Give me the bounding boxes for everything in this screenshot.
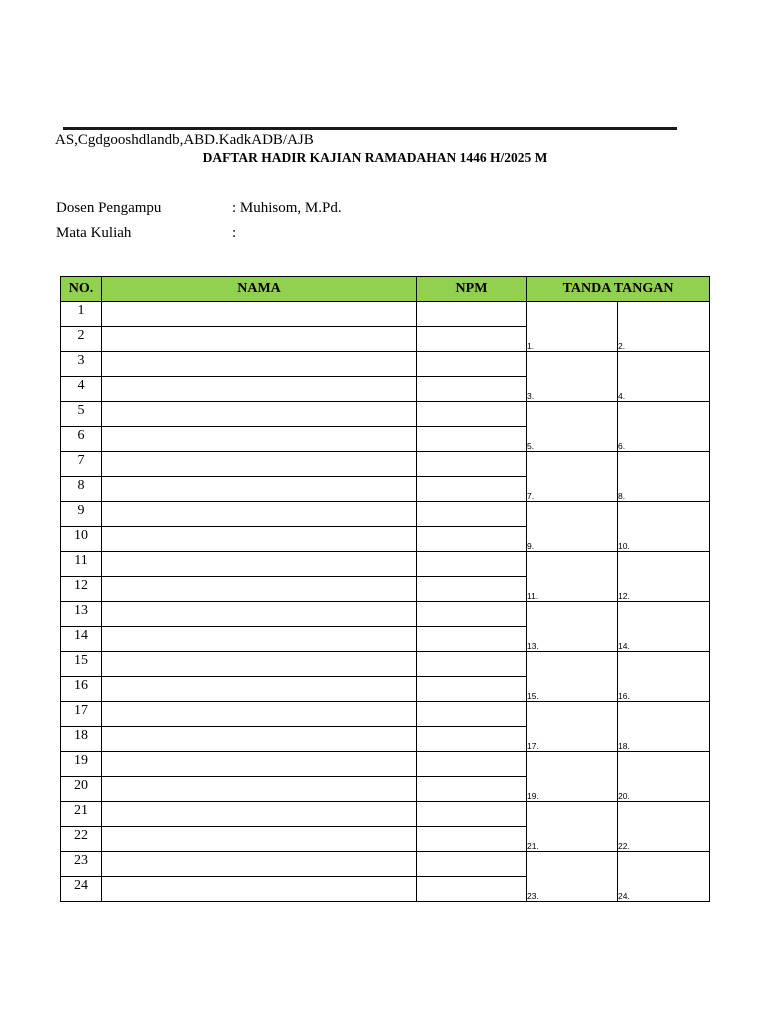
row-number: 24 [61, 877, 102, 902]
name-field[interactable] [102, 577, 417, 602]
row-number: 12 [61, 577, 102, 602]
signature-cell[interactable]: 7. [527, 452, 618, 502]
row-number: 16 [61, 677, 102, 702]
npm-field[interactable] [417, 652, 527, 677]
signature-cell[interactable]: 12. [618, 552, 710, 602]
row-number: 23 [61, 852, 102, 877]
npm-field[interactable] [417, 577, 527, 602]
signature-cell[interactable]: 23. [527, 852, 618, 902]
npm-field[interactable] [417, 727, 527, 752]
table-row [61, 502, 710, 527]
row-number: 4 [61, 377, 102, 402]
row-number: 20 [61, 777, 102, 802]
course-label: Mata Kuliah [56, 225, 132, 241]
npm-field[interactable] [417, 752, 527, 777]
name-field[interactable] [102, 377, 417, 402]
signature-cell[interactable]: 2. [618, 302, 710, 352]
row-number: 21 [61, 802, 102, 827]
name-field[interactable] [102, 727, 417, 752]
row-number: 10 [61, 527, 102, 552]
name-field[interactable] [102, 402, 417, 427]
row-number: 8 [61, 477, 102, 502]
table-row [61, 752, 710, 777]
course-value: : [232, 225, 237, 241]
header-nama: NAMA [102, 277, 417, 302]
name-field[interactable] [102, 752, 417, 777]
name-field[interactable] [102, 502, 417, 527]
npm-field[interactable] [417, 702, 527, 727]
npm-field[interactable] [417, 377, 527, 402]
signature-cell[interactable]: 18. [618, 702, 710, 752]
row-number: 3 [61, 352, 102, 377]
signature-cell[interactable]: 16. [618, 652, 710, 702]
name-field[interactable] [102, 627, 417, 652]
name-field[interactable] [102, 802, 417, 827]
row-number: 9 [61, 502, 102, 527]
document-title: DAFTAR HADIR KAJIAN RAMADAHAN 1446 H/2025 M [202, 150, 548, 165]
row-number: 17 [61, 702, 102, 727]
row-number: 5 [61, 402, 102, 427]
name-field[interactable] [102, 602, 417, 627]
npm-field[interactable] [417, 302, 527, 327]
signature-cell[interactable]: 24. [618, 852, 710, 902]
signature-cell[interactable]: 5. [527, 402, 618, 452]
name-field[interactable] [102, 777, 417, 802]
row-number: 11 [61, 552, 102, 577]
name-field[interactable] [102, 677, 417, 702]
row-number: 19 [61, 752, 102, 777]
lecturer-label: Dosen Pengampu [56, 200, 162, 216]
signature-cell[interactable]: 19. [527, 752, 618, 802]
table-row [61, 302, 710, 327]
npm-field[interactable] [417, 452, 527, 477]
row-number: 2 [61, 327, 102, 352]
lecturer-value: : Muhisom, M.Pd. [232, 200, 342, 216]
npm-field[interactable] [417, 627, 527, 652]
signature-cell[interactable]: 17. [527, 702, 618, 752]
row-number: 15 [61, 652, 102, 677]
signature-cell[interactable]: 6. [618, 402, 710, 452]
npm-field[interactable] [417, 352, 527, 377]
table-row [61, 852, 710, 877]
signature-cell[interactable]: 3. [527, 352, 618, 402]
name-field[interactable] [102, 852, 417, 877]
signature-cell[interactable]: 20. [618, 752, 710, 802]
row-number: 13 [61, 602, 102, 627]
header-divider [63, 127, 677, 130]
name-field[interactable] [102, 827, 417, 852]
name-field[interactable] [102, 877, 417, 902]
row-number: 14 [61, 627, 102, 652]
table-row [61, 702, 710, 727]
signature-cell[interactable]: 21. [527, 802, 618, 852]
row-number: 1 [61, 302, 102, 327]
name-field[interactable] [102, 327, 417, 352]
row-number: 22 [61, 827, 102, 852]
attendance-table [60, 276, 710, 902]
table-row [61, 652, 710, 677]
npm-field[interactable] [417, 552, 527, 577]
name-field[interactable] [102, 302, 417, 327]
name-field[interactable] [102, 552, 417, 577]
header-npm: NPM [417, 277, 527, 302]
table-row [61, 402, 710, 427]
name-field[interactable] [102, 352, 417, 377]
signature-cell[interactable]: 8. [618, 452, 710, 502]
document-code: AS,Cgdgooshdlandb,ABD.KadkADB/AJB [55, 132, 314, 148]
npm-field[interactable] [417, 802, 527, 827]
signature-cell[interactable]: 22. [618, 802, 710, 852]
npm-field[interactable] [417, 827, 527, 852]
npm-field[interactable] [417, 327, 527, 352]
npm-field[interactable] [417, 877, 527, 902]
table-row [61, 552, 710, 577]
row-number: 18 [61, 727, 102, 752]
signature-cell[interactable]: 4. [618, 352, 710, 402]
table-header-row [61, 277, 710, 302]
npm-field[interactable] [417, 852, 527, 877]
name-field[interactable] [102, 427, 417, 452]
name-field[interactable] [102, 477, 417, 502]
row-number: 6 [61, 427, 102, 452]
table-row [61, 602, 710, 627]
table-row [61, 352, 710, 377]
signature-cell[interactable]: 11. [527, 552, 618, 602]
npm-field[interactable] [417, 402, 527, 427]
signature-cell[interactable]: 14. [618, 602, 710, 652]
table-row [61, 452, 710, 477]
header-no: NO. [61, 277, 102, 302]
signature-cell[interactable]: 15. [527, 652, 618, 702]
npm-field[interactable] [417, 477, 527, 502]
signature-cell[interactable]: 9. [527, 502, 618, 552]
name-field[interactable] [102, 702, 417, 727]
npm-field[interactable] [417, 777, 527, 802]
name-field[interactable] [102, 652, 417, 677]
row-number: 7 [61, 452, 102, 477]
table-row [61, 802, 710, 827]
signature-cell[interactable]: 10. [618, 502, 710, 552]
signature-cell[interactable]: 13. [527, 602, 618, 652]
name-field[interactable] [102, 452, 417, 477]
npm-field[interactable] [417, 502, 527, 527]
header-tanda-tangan: TANDA TANGAN [527, 277, 710, 302]
npm-field[interactable] [417, 427, 527, 452]
npm-field[interactable] [417, 677, 527, 702]
npm-field[interactable] [417, 527, 527, 552]
name-field[interactable] [102, 527, 417, 552]
signature-cell[interactable]: 1. [527, 302, 618, 352]
npm-field[interactable] [417, 602, 527, 627]
